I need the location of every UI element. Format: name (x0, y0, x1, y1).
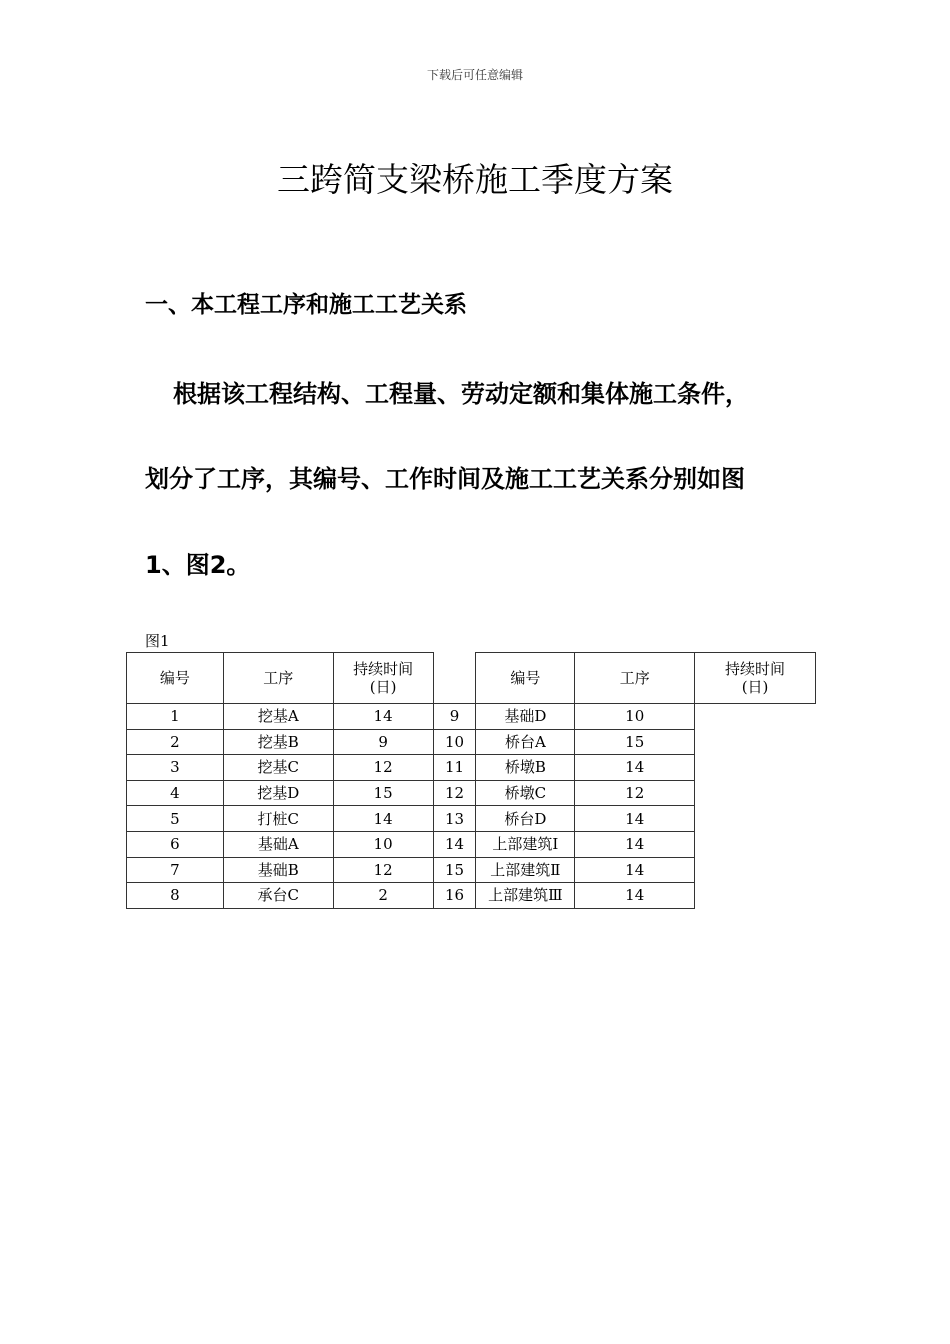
cell-duration: 12 (333, 857, 433, 883)
cell-process: 桥台A (476, 729, 575, 755)
cell-duration: 14 (575, 755, 695, 781)
paragraph-line-1: 根据该工程结构、工程量、劳动定额和集体施工条件， (173, 380, 749, 408)
header-number-right: 编号 (476, 653, 575, 704)
header-number-left: 编号 (127, 653, 224, 704)
cell-number: 16 (433, 883, 476, 909)
cell-number: 15 (433, 857, 476, 883)
table-header-row (127, 653, 816, 704)
table-row (127, 857, 816, 883)
cell-duration: 14 (333, 806, 433, 832)
header-duration-left (333, 653, 433, 704)
cell-number: 11 (433, 755, 476, 781)
cell-process: 承台C (223, 883, 333, 909)
cell-number: 9 (433, 704, 476, 730)
cell-duration: 14 (575, 831, 695, 857)
cell-number: 6 (127, 831, 224, 857)
cell-duration: 10 (333, 831, 433, 857)
cell-number: 5 (127, 806, 224, 832)
cell-duration: 12 (575, 780, 695, 806)
cell-number: 12 (433, 780, 476, 806)
cell-number: 7 (127, 857, 224, 883)
table-row (127, 780, 816, 806)
header-duration-unit: (日) (369, 678, 397, 696)
cell-process: 上部建筑Ⅱ (476, 857, 575, 883)
cell-duration: 12 (333, 755, 433, 781)
header-duration-right (695, 653, 816, 704)
cell-number: 4 (127, 780, 224, 806)
cell-process: 桥墩C (476, 780, 575, 806)
cell-duration: 10 (575, 704, 695, 730)
cell-process: 桥台D (476, 806, 575, 832)
cell-number: 14 (433, 831, 476, 857)
table-row (127, 704, 816, 730)
table-row (127, 831, 816, 857)
table-gap-column (433, 653, 476, 704)
cell-number: 8 (127, 883, 224, 909)
cell-duration: 14 (575, 857, 695, 883)
cell-number: 2 (127, 729, 224, 755)
cell-duration: 14 (575, 806, 695, 832)
document-title: 三跨简支梁桥施工季度方案 (277, 160, 673, 199)
header-duration-label: 持续时间 (353, 660, 414, 678)
header-process-left: 工序 (223, 653, 333, 704)
cell-process: 挖基B (223, 729, 333, 755)
header-process-right: 工序 (575, 653, 695, 704)
cell-duration: 15 (333, 780, 433, 806)
cell-process: 基础A (223, 831, 333, 857)
cell-process: 挖基A (223, 704, 333, 730)
header-duration-unit: (日) (741, 678, 769, 696)
cell-process: 桥墩B (476, 755, 575, 781)
cell-duration: 14 (333, 704, 433, 730)
table-row (127, 883, 816, 909)
cell-number: 13 (433, 806, 476, 832)
table-row (127, 755, 816, 781)
section-heading: 一、本工程工序和施工工艺关系 (145, 292, 467, 318)
header-duration-label: 持续时间 (725, 660, 786, 678)
cell-process: 挖基D (223, 780, 333, 806)
cell-number: 3 (127, 755, 224, 781)
cell-process: 打桩C (223, 806, 333, 832)
table-row (127, 729, 816, 755)
cell-number: 1 (127, 704, 224, 730)
cell-process: 基础B (223, 857, 333, 883)
cell-duration: 14 (575, 883, 695, 909)
figure-label: 图1 (145, 632, 170, 650)
table-row (127, 806, 816, 832)
paragraph-line-3: 1、图2。 (145, 551, 251, 579)
cell-process: 挖基C (223, 755, 333, 781)
cell-process: 上部建筑Ⅲ (476, 883, 575, 909)
cell-duration: 15 (575, 729, 695, 755)
process-table (126, 652, 816, 909)
header-note: 下载后可任意编辑 (426, 68, 523, 82)
cell-process: 上部建筑Ⅰ (476, 831, 575, 857)
paragraph-line-2: 划分了工序，其编号、工作时间及施工工艺关系分别如图 (145, 465, 745, 493)
cell-duration: 9 (333, 729, 433, 755)
cell-process: 基础D (476, 704, 575, 730)
cell-number: 10 (433, 729, 476, 755)
cell-duration: 2 (333, 883, 433, 909)
